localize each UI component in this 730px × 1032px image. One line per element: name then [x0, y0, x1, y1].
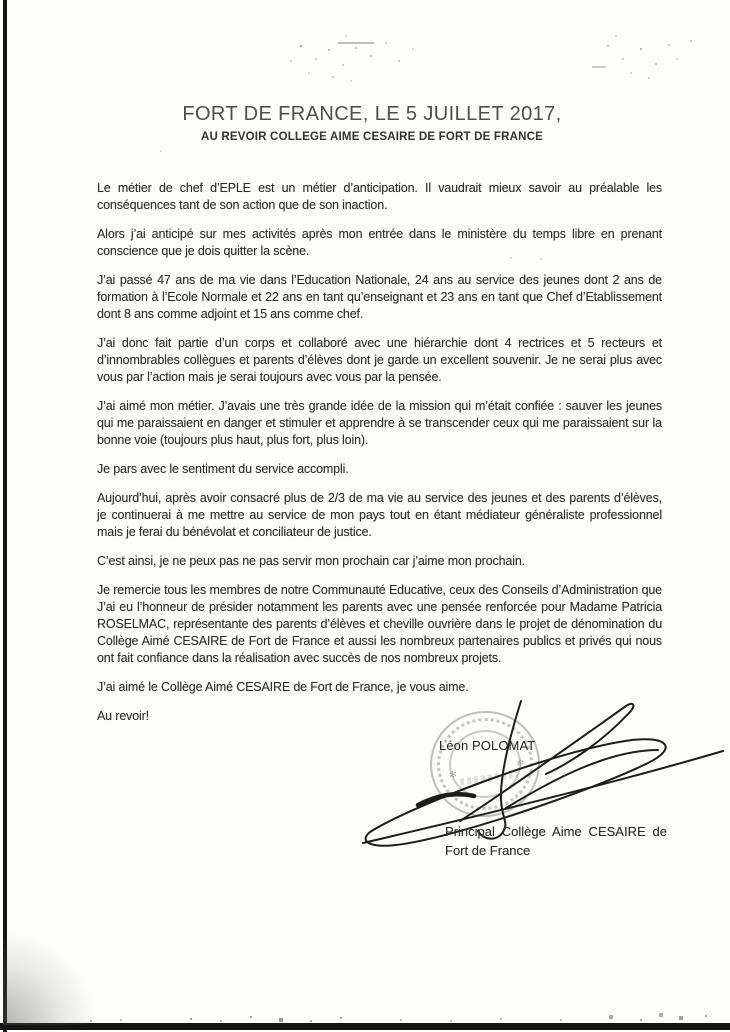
letter-body	[97, 180, 662, 737]
letter-paragraph: Le métier de chef d’EPLE est un métier d’anticipation. Il vaudrait mieux savoir au préalable les conséquences tant de son action que de son inaction.	[97, 181, 662, 212]
letter-paragraph: Aujourd’hui, après avoir consacré plus de 2/3 de ma vie au service des jeunes et des parents d’élèves, je continuerai à me mettre au service de mon pays tout en étant médiateur généraliste professionnel mais je ferai du bénévolat et conciliateur de justice.	[97, 491, 662, 539]
letter-paragraph: J’ai donc fait partie d’un corps et collaboré avec une hiérarchie dont 4 rectrices et 5 recteurs et d’innombrables collègues et parents d’élèves dont je garde un excellent souvenir. Je ne serai plus avec vous par l’action mais je serai toujours avec vous par la pensée.	[97, 336, 662, 384]
stamp-star-icon: ✻	[448, 769, 458, 781]
scan-streak-artifact	[592, 66, 606, 68]
signer-title: Principal Collège Aime CESAIRE de Fort de France	[445, 824, 667, 858]
scan-noise-speckles-bottom	[0, 0, 2, 2]
letter-paragraph: J’ai passé 47 ans de ma vie dans l’Education Nationale, 24 ans au service des jeunes dont 2 ans de formation à l’Ecole Normale et 22 ans en tant qu’enseignant et 23 ans en tant que Chef d’Etablissement dont 8 ans comme adjoint et 15 ans comme chef.	[97, 273, 662, 321]
scan-corner-smudge	[3, 933, 93, 1025]
letter-paragraph: Je pars avec le sentiment du service accompli.	[97, 462, 349, 476]
stamp-star-icon: ✻	[516, 757, 525, 769]
scan-streak-artifact	[338, 42, 374, 44]
letter-header	[14, 103, 730, 143]
letter-paragraph: J’ai aimé le Collège Aimé CESAIRE de Fort de France, je vous aime.	[97, 680, 469, 694]
letter-paragraph: C’est ainsi, je ne peux pas ne pas servir mon prochain car j’aime mon prochain.	[97, 554, 525, 568]
letter-paragraph: Alors j’ai anticipé sur mes activités après mon entrée dans le ministère du temps libre en prenant conscience que je dois quitter la scène.	[97, 227, 662, 258]
signer-name: Léon POLOMAT	[439, 738, 536, 753]
scan-edge-artifact-bottom	[0, 1023, 730, 1030]
letter-subtitle: AU REVOIR COLLEGE AIME CESAIRE DE FORT DE FRANCE	[200, 131, 544, 143]
letter-title: FORT DE FRANCE, LE 5 JUILLET 2017,	[182, 103, 562, 125]
letter-paragraph: Je remercie tous les membres de notre Communauté Educative, ceux des Conseils d’Administration que J’ai eu l’honneur de présider notamment les parents avec une pensée renforcée pour Madame Patricia ROSELMAC, représentante des parents d’élèves et cheville ouvrière dans le projet de dénomination du Collège Aimé CESAIRE de Fort de France et aussi les nombreux partenaires publics et privés qui nous ont fait confiance dans la réalisation avec succès de nos nombreux projets.	[97, 583, 662, 665]
scan-edge-artifact-left	[3, 0, 7, 1032]
letter-paragraph: J’ai aimé mon métier. J’avais une très grande idée de la mission qui m’était confiée : sauver les jeunes qui me paraissaient en danger et stimuler et apprendre à se transcender ceux qui me paraissaient sur la bonne voie (toujours plus haut, plus fort, plus loin).	[97, 399, 662, 447]
letter-closing: Au revoir!	[97, 709, 149, 723]
